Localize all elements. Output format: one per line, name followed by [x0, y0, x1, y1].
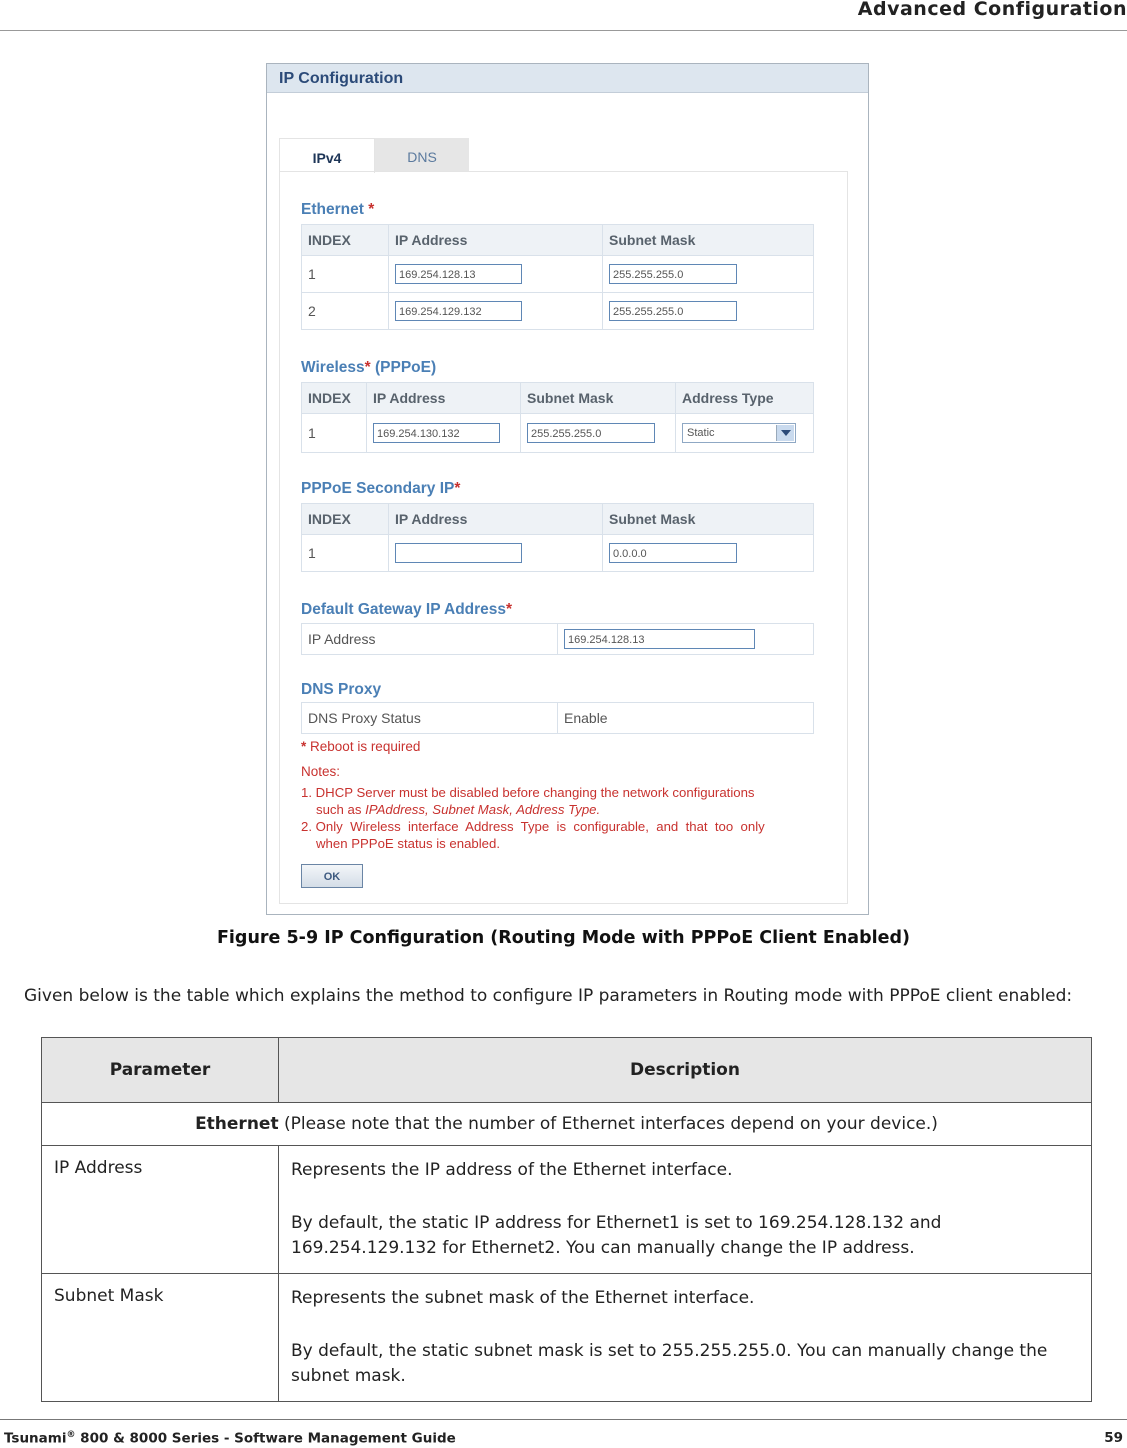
page-number: 59 [1104, 1430, 1123, 1446]
required-star: * [368, 201, 375, 218]
table-row [42, 1274, 1092, 1402]
footer-guide-name: 800 & 8000 Series - Software Management Guide [75, 1430, 456, 1447]
note-1-prefix: such as [316, 801, 366, 817]
description-line: Represents the IP address of the Ethernet interface. [291, 1160, 733, 1180]
table-row [302, 414, 814, 453]
note-2 [301, 819, 815, 852]
ethernet-title-text: Ethernet [301, 201, 364, 218]
dns-proxy-table [301, 702, 814, 734]
description-line: Represents the subnet mask of the Ethernet interface. [291, 1288, 755, 1308]
col-address-type: Address Type [676, 383, 814, 414]
header-parameter: Parameter [42, 1038, 279, 1103]
reboot-note-text: Reboot is required [310, 739, 421, 754]
param-description [279, 1274, 1092, 1402]
figure-caption: Figure 5-9 IP Configuration (Routing Mode with PPPoE Client Enabled) [216, 928, 911, 948]
ethernet-section-title [301, 201, 374, 219]
gateway-ip-label: IP Address [302, 624, 558, 655]
required-star: * [506, 601, 513, 618]
table-row [302, 624, 814, 655]
description-line: By default, the static subnet mask is set to 255.255.255.0. You can manually change the subnet mask. [291, 1341, 1048, 1386]
table-row [302, 535, 814, 572]
pppoe-secondary-section-title [301, 480, 460, 498]
notes-title: Notes: [301, 764, 341, 779]
note-1-line-1: 1. DHCP Server must be disabled before changing the network configurations [301, 785, 755, 800]
ethernet-section-cell [42, 1103, 1092, 1146]
parameter-table [41, 1037, 1092, 1402]
col-ip-address: IP Address [389, 225, 603, 256]
table-row [42, 1146, 1092, 1274]
col-subnet-mask: Subnet Mask [603, 225, 814, 256]
table-row [302, 256, 814, 293]
table-row [302, 293, 814, 330]
pppoe-secondary-table [301, 503, 814, 572]
table-row [302, 703, 814, 734]
window-title: IP Configuration [267, 64, 868, 93]
note-1 [301, 785, 815, 818]
parameter-table-header [42, 1038, 1092, 1103]
wireless-table [301, 382, 814, 453]
dns-proxy-status-value: Enable [558, 703, 814, 734]
description-line: By default, the static IP address for Ethernet1 is set to 169.254.128.132 and 169.254.129.132 for Ethernet2. You can manually change the IP address. [291, 1213, 942, 1258]
note-2-line-1: 2. Only Wireless interface Address Type is configurable, and that too only [301, 819, 765, 834]
chevron-down-icon[interactable] [776, 425, 794, 441]
col-subnet-mask: Subnet Mask [521, 383, 676, 414]
param-name: Subnet Mask [42, 1274, 279, 1402]
row-index: 1 [302, 414, 367, 453]
col-index: INDEX [302, 225, 389, 256]
ethernet1-ip-input[interactable]: 169.254.128.13 [395, 264, 522, 284]
footer-title [4, 1430, 456, 1447]
required-star: * [364, 359, 371, 376]
ip-configuration-screenshot [266, 63, 869, 915]
footer-reg-mark: ® [66, 1430, 76, 1440]
tab-ipv4[interactable]: IPv4 [279, 138, 375, 173]
tab-dns[interactable]: DNS [375, 138, 469, 172]
note-2-line-2: when PPPoE status is enabled. [316, 835, 501, 851]
ethernet2-mask-input[interactable]: 255.255.255.0 [609, 301, 737, 321]
row-index: 1 [302, 256, 389, 293]
pppoe-secondary-title-text: PPPoE Secondary IP [301, 480, 455, 497]
col-ip-address: IP Address [367, 383, 521, 414]
wireless-mask-input[interactable]: 255.255.255.0 [527, 423, 655, 443]
col-index: INDEX [302, 383, 367, 414]
dns-proxy-status-label: DNS Proxy Status [302, 703, 558, 734]
required-star: * [454, 480, 461, 497]
param-name: IP Address [42, 1146, 279, 1274]
gateway-ip-input[interactable]: 169.254.128.13 [564, 629, 755, 649]
row-index: 1 [302, 535, 389, 572]
ethernet1-mask-input[interactable]: 255.255.255.0 [609, 264, 737, 284]
col-index: INDEX [302, 504, 389, 535]
wireless-pppoe-label: (PPPoE) [374, 359, 437, 376]
gateway-section-title [301, 601, 512, 619]
note-1-italic: IPAddress, Subnet Mask, Address Type. [365, 801, 601, 817]
header-description: Description [279, 1038, 1092, 1103]
ethernet-section-label: Ethernet [195, 1114, 279, 1134]
wireless-title-text: Wireless [301, 359, 365, 376]
pppoe-secondary-ip-input[interactable] [395, 543, 522, 563]
required-star: * [301, 739, 307, 754]
wireless-ip-input[interactable]: 169.254.130.132 [373, 423, 500, 443]
ok-button[interactable]: OK [301, 864, 363, 888]
footer-brand: Tsunami [4, 1430, 67, 1447]
gateway-table [301, 623, 814, 655]
dns-proxy-section-title: DNS Proxy [301, 681, 382, 698]
ethernet2-ip-input[interactable]: 169.254.129.132 [395, 301, 522, 321]
col-subnet-mask: Subnet Mask [603, 504, 814, 535]
page-header [0, 0, 1127, 31]
gateway-title-text: Default Gateway IP Address [301, 601, 507, 618]
ethernet-section-row [42, 1103, 1092, 1146]
param-description [279, 1146, 1092, 1274]
ethernet-section-note: (Please note that the number of Ethernet interfaces depend on your device.) [278, 1114, 938, 1134]
row-index: 2 [302, 293, 389, 330]
address-type-value: Static [687, 427, 715, 439]
chapter-title: Advanced Configuration [857, 0, 1127, 20]
wireless-section-title [301, 359, 436, 377]
note-1-line-2 [301, 802, 815, 819]
page-footer [0, 1419, 1127, 1448]
pppoe-secondary-mask-input[interactable]: 0.0.0.0 [609, 543, 737, 563]
ethernet-table [301, 224, 814, 330]
intro-paragraph: Given below is the table which explains the method to configure IP parameters in Routing mode with PPPoE client enabled: [24, 986, 1073, 1006]
col-ip-address: IP Address [389, 504, 603, 535]
address-type-select[interactable] [682, 423, 796, 443]
reboot-note [301, 739, 420, 754]
